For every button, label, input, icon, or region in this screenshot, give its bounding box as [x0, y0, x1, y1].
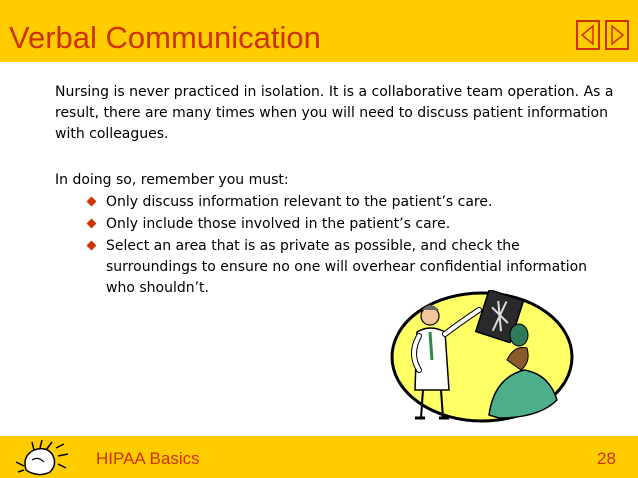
- footer-title: HIPAA Basics: [96, 449, 200, 468]
- slide-title: Verbal Communication: [9, 20, 321, 55]
- bullet-item: [88, 214, 615, 235]
- diamond-bullet-icon: [87, 241, 97, 251]
- bullet-text: Only include those involved in the patient’s care.: [106, 216, 451, 232]
- slide-header: [0, 0, 638, 62]
- page-number: 28: [597, 449, 616, 468]
- doctor-xray-clipart: [389, 290, 575, 424]
- previous-slide-button[interactable]: [576, 20, 600, 50]
- bullet-text: Only discuss information relevant to the patient’s care.: [106, 194, 493, 210]
- hand-logo-icon: [12, 438, 70, 478]
- diamond-bullet-icon: [87, 219, 97, 229]
- diamond-bullet-icon: [87, 197, 97, 207]
- bullet-text: Select an area that is as private as possible, and check the surroundings to ensure no one will overhear confidential information who shouldn’t.: [106, 238, 588, 296]
- triangle-right-icon: [607, 22, 627, 48]
- bullet-list: [55, 192, 615, 299]
- slide-body: [55, 82, 615, 299]
- intro-paragraph: Nursing is never practiced in isolation. It is a collaborative team operation. As a result, there are many times when you will need to discuss patient information with colleagues.: [55, 84, 614, 142]
- bullet-item: [88, 192, 615, 213]
- lead-text: In doing so, remember you must:: [55, 172, 289, 188]
- next-slide-button[interactable]: [605, 20, 629, 50]
- triangle-left-icon: [578, 22, 598, 48]
